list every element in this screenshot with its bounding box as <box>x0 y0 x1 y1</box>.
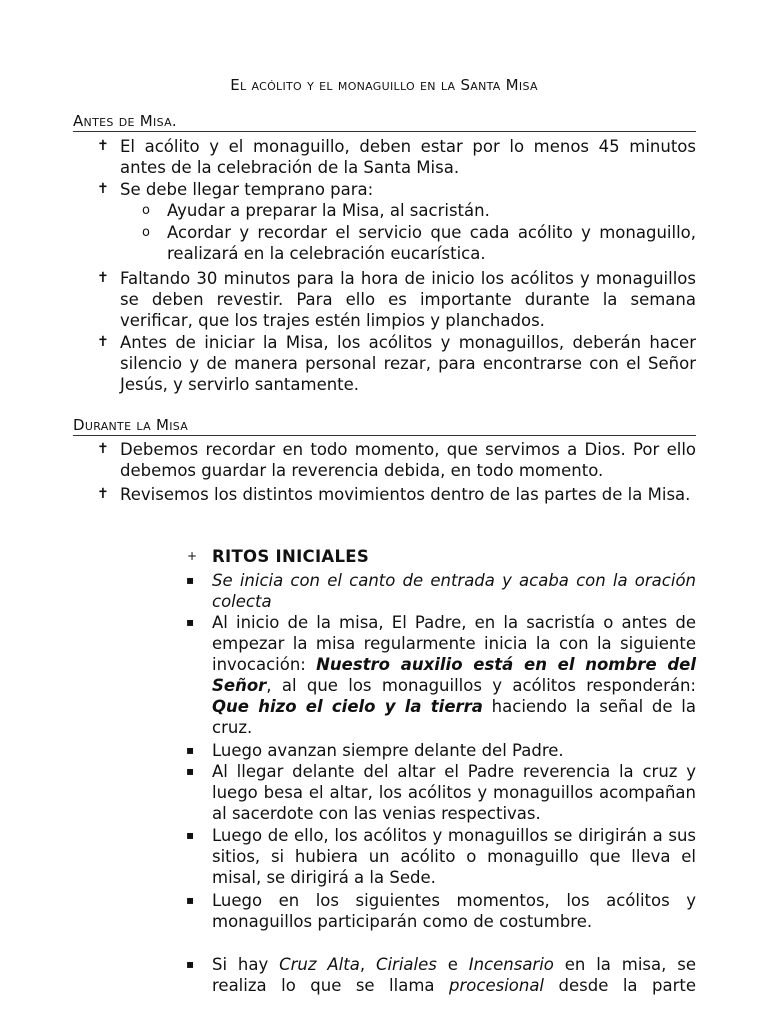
text-run: Al inicio de la misa, El Padre, en la sacristía o antes de empezar la misa regularmente inicia la con la siguiente invocación: <box>212 613 696 674</box>
list-item-text <box>212 954 696 996</box>
list-item-text <box>212 612 696 738</box>
sub-list-item-text: Ayudar a preparar la Misa, al sacristán. <box>167 201 490 220</box>
list-item <box>186 761 696 824</box>
invocation-text: Nuestro auxilio está en el nombre del Señor <box>212 655 696 695</box>
square-bullet-icon: ▪ <box>186 764 195 778</box>
section-heading-antes: Antes de Misa. <box>73 112 696 132</box>
square-bullet-icon: ▪ <box>186 615 195 629</box>
list-item <box>97 179 696 200</box>
square-bullet-icon: ▪ <box>186 893 195 907</box>
list-item <box>97 136 696 178</box>
text-run: , al que los monaguillos y acólitos responderán: <box>266 676 696 695</box>
list-item <box>97 268 696 331</box>
square-bullet-icon: ▪ <box>186 957 195 971</box>
sub-list-item-text: Acordar y recordar el servicio que cada acólito y monaguillo, realizará en la celebración eucarística. <box>167 223 696 263</box>
italic-term: Cruz Alta <box>279 955 360 974</box>
italic-term: Incensario <box>468 955 554 974</box>
cross-bullet-icon: ✝ <box>97 270 109 286</box>
section-heading-durante: Durante la Misa <box>73 416 696 436</box>
square-bullet-icon: ▪ <box>186 573 195 587</box>
square-bullet-icon: ▪ <box>186 828 195 842</box>
list-item-text: Antes de iniciar la Misa, los acólitos y monaguillos, deberán hacer silencio y de manera personal rezar, para encontrarse con el Señor Jesús, y servirlo santamente. <box>120 333 696 394</box>
plus-bullet-icon: + <box>187 549 198 563</box>
list-item-text: Debemos recordar en todo momento, que servimos a Dios. Por ello debemos guardar la reverencia debida, en todo momento. <box>120 440 696 480</box>
circle-bullet-icon: o <box>142 225 150 240</box>
italic-term: procesional <box>449 976 545 995</box>
cross-bullet-icon: ✝ <box>97 138 109 154</box>
list-item-text: Se inicia con el canto de entrada y acaba con la oración colecta <box>212 571 696 611</box>
list-item-text: Luego de ello, los acólitos y monaguillos se dirigirán a sus sitios, si hubiera un acólito o monaguillo que lleva el misal, se dirigirá a la Sede. <box>212 826 696 887</box>
list-item <box>97 332 696 395</box>
sub-list-item <box>142 200 696 221</box>
list-item-text: Luego en los siguientes momentos, los acólitos y monaguillos participarán como de costumbre. <box>212 891 696 931</box>
subsection-heading <box>187 546 696 567</box>
text-run: e <box>436 955 469 974</box>
list-item-text: Se debe llegar temprano para: <box>120 180 374 199</box>
document-title: El acólito y el monaguillo en la Santa Misa <box>230 76 538 94</box>
cross-bullet-icon: ✝ <box>97 441 109 457</box>
cross-bullet-icon: ✝ <box>97 334 109 350</box>
text-run: , <box>359 955 376 974</box>
text-run: desde la parte <box>544 976 697 995</box>
italic-term: Ciriales <box>375 955 437 974</box>
list-item <box>97 484 696 505</box>
cross-bullet-icon: ✝ <box>97 181 109 197</box>
text-run: haciendo la señal de la cruz. <box>212 697 696 737</box>
sub-list-item <box>142 222 696 264</box>
list-item-text: El acólito y el monaguillo, deben estar por lo menos 45 minutos antes de la celebración de la Santa Misa. <box>120 137 696 177</box>
cross-bullet-icon: ✝ <box>97 486 109 502</box>
list-item <box>186 954 697 996</box>
text-run: en la misa, se realiza lo que se llama <box>212 955 696 995</box>
list-item <box>186 890 696 932</box>
response-text: Que hizo el cielo y la tierra <box>212 697 483 716</box>
text-run: Si hay <box>212 955 280 974</box>
list-item <box>186 740 696 761</box>
list-item <box>186 570 696 612</box>
list-item <box>97 439 696 481</box>
list-item-text: Luego avanzan siempre delante del Padre. <box>212 741 564 760</box>
list-item-text: Faltando 30 minutos para la hora de inicio los acólitos y monaguillos se deben revestir. Para ello es importante durante la semana verificar, que los trajes estén limpios y planchados. <box>120 269 696 330</box>
square-bullet-icon: ▪ <box>186 743 195 757</box>
list-item <box>186 825 696 888</box>
list-item-text: Revisemos los distintos movimientos dentro de las partes de la Misa. <box>120 485 691 504</box>
subsection-heading-text: RITOS INICIALES <box>212 547 370 566</box>
list-item <box>186 612 696 738</box>
list-item-text: Al llegar delante del altar el Padre reverencia la cruz y luego besa el altar, los acólitos y monaguillos acompañan al sacerdote con las venias respectivas. <box>212 762 696 823</box>
circle-bullet-icon: o <box>142 203 150 218</box>
